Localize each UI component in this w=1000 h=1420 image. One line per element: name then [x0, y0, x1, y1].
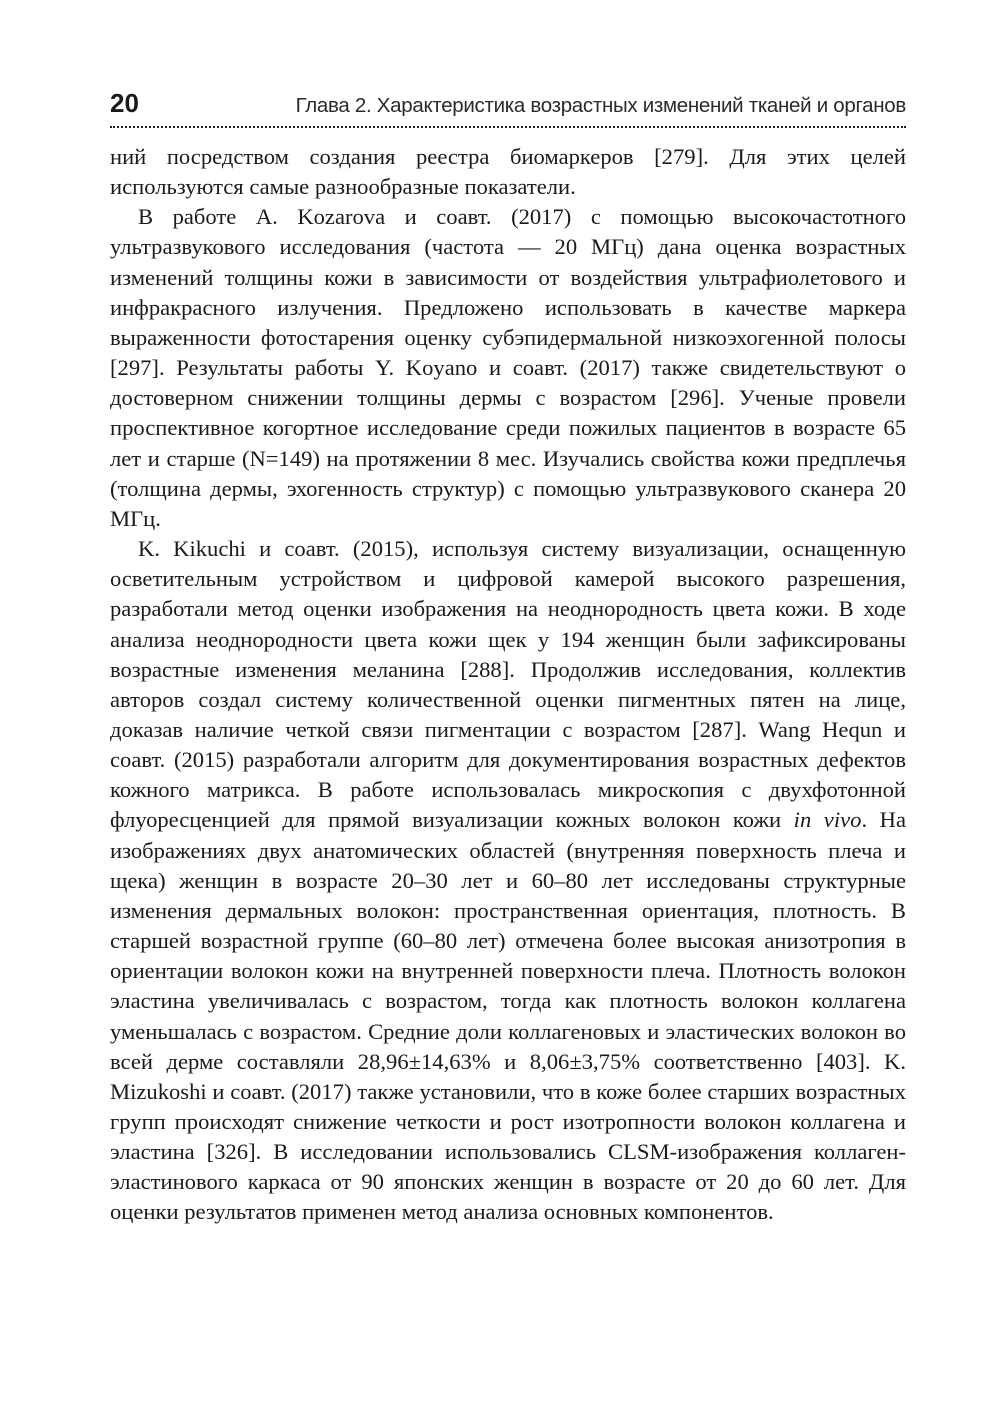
chapter-title: Глава 2. Характеристика возрастных изменений тканей и органов	[295, 94, 906, 117]
body-text	[110, 142, 906, 1228]
running-header	[110, 88, 906, 122]
page-number: 20	[110, 88, 139, 118]
italic-term: in vivo	[793, 807, 862, 833]
header-dotted-divider	[110, 126, 906, 128]
paragraph-continuation: ний посредством создания реестра биомаркеров [279]. Для этих целей используются самые разнообразные показатели.	[110, 144, 906, 200]
paragraph-kikuchi-part-2: . На изображениях двух анатомических областей (внутренняя поверхность плеча и щека) женщин в возрасте 20–30 лет и 60–80 лет исследованы структурные изменения дермальных волокон: пространственная ориентация, плотность. В старшей возрастной группе (60–80 лет) отмечена более высокая анизотропия в ориентации волокон кожи на внутренней поверхности плеча. Плотность волокон эластина увеличивалась с возрастом, тогда как плотность волокон коллагена уменьшалась с возрастом. Средние доли коллагеновых и эластических волокон во всей дерме составляли 28,96±14,63% и 8,06±3,75% соответственно [403]. K. Mizukoshi и соавт. (2017) также установили, что в коже более старших возрастных групп происходят снижение четкости и рост изотропности волокон коллагена и эластина [326]. В исследовании использовались CLSM-изображения коллаген-эластинового каркаса от 90 японских женщин в возрасте от 20 до 60 лет. Для оценки результатов применен метод анализа основных компонентов.	[110, 807, 906, 1225]
paragraph-kikuchi	[110, 534, 906, 1228]
paragraph-kikuchi-part-1: K. Kikuchi и соавт. (2015), используя систему визуализации, оснащенную осветительным устройством и цифровой камерой высокого разрешения, разработали метод оценки изображения на неоднородность цвета кожи. В ходе анализа неоднородности цвета кожи щек у 194 женщин были зафиксированы возрастные изменения меланина [288]. Продолжив исследования, коллектив авторов создал систему количественной оценки пигментных пятен на лице, доказав наличие четкой связи пигментации с возрастом [287]. Wang Hequn и соавт. (2015) разработали алгоритм для документирования возрастных дефектов кожного матрикса. В работе использовалась микроскопия с двухфотонной флуоресценцией для прямой визуализации кожных волокон кожи	[110, 536, 906, 833]
document-page	[110, 88, 906, 1228]
paragraph-kozarova: В работе A. Kozarova и соавт. (2017) с помощью высокочастотного ультразвукового исследования (частота — 20 МГц) дана оценка возрастных изменений толщины кожи в зависимости от воздействия ультрафиолетового и инфракрасного излучения. Предложено использовать в качестве маркера выраженности фотостарения оценку субэпидермальной низкоэхогенной полосы [297]. Результаты работы Y. Koyano и соавт. (2017) также свидетельствуют о достоверном снижении толщины дермы с возрастом [296]. Ученые провели проспективное когортное исследование среди пожилых пациентов в возрасте 65 лет и старше (N=149) на протяжении 8 мес. Изучались свойства кожи предплечья (толщина дермы, эхогенность структур) с помощью ультразвукового сканера 20 МГц.	[110, 204, 906, 531]
